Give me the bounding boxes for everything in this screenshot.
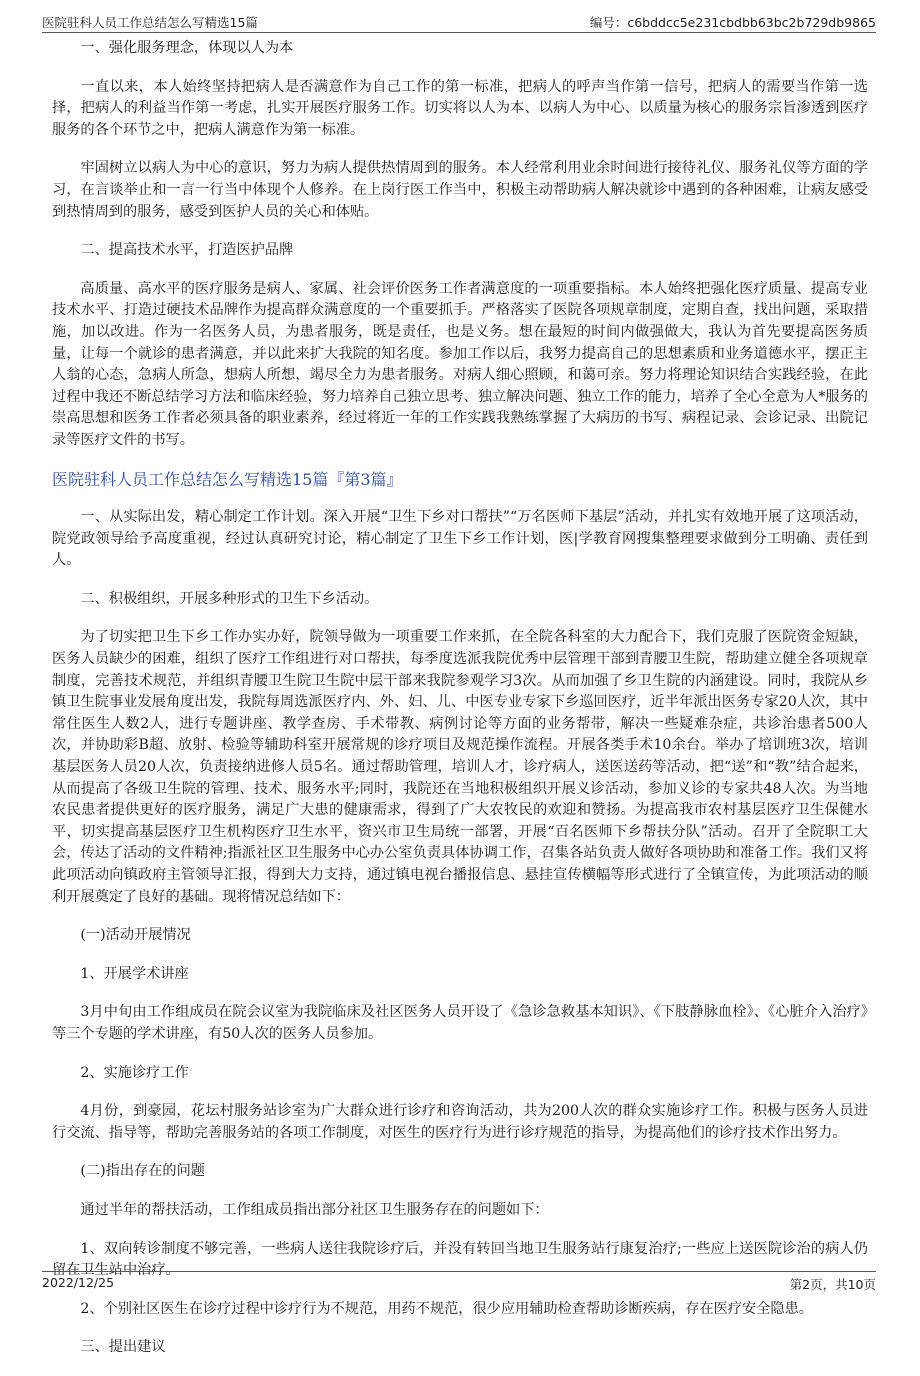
paragraph: 一直以来，本人始终坚持把病人是否满意作为自己工作的第一标准，把病人的呼声当作第一信号，把病人的需要当作第一选择，把病人的利益当作第一考虑，扎实开展医疗服务工作。切实将以人为本、以病人为中心、以质量为核心的服务宗旨渗透到医疗服务的各个环节之中，把病人满意作为第一标准。 bbox=[52, 78, 868, 138]
paragraph: 高质量、高水平的医疗服务是病人、家属、社会评价医务工作者满意度的一项重要指标。本人始终把强化医疗质量、提高专业技术水平、打造过硬技术品牌作为提高群众满意度的一个重要抓手。严格落实了医院各项规章制度，定期自查，找出问题，采取措施，加以改进。作为一名医务人员，为患者服务，既是责任，也是义务。想在最短的时间内做强做大，我认为首先要提高医务质量，让每一个就诊的患者满意，并以此来扩大我院的知名度。参加工作以后，我努力提高自己的思想素质和业务道德水平，摆正主人翁的心态，急病人所急，想病人所想，竭尽全力为患者服务。对病人细心照顾，和蔼可亲。努力将理论知识结合实践经验，在此过程中我还不断总结学习方法和临床经验，努力培养自己独立思考、独立解决问题、独立工作的能力，培养了全心全意为人*服务的崇高思想和医务工作者必须具备的职业素养，经过将近一年的工作实践我熟练掌握了大病历的书写、病程记录、会诊记录、出院记录等医疗文件的书写。 bbox=[52, 280, 868, 448]
page-footer bbox=[42, 1271, 876, 1292]
footer-date: 2022/12/25 bbox=[42, 1275, 115, 1290]
document-body bbox=[52, 38, 868, 1376]
paragraph: 3月中旬由工作组成员在院会议室为我院临床及社区医务人员开设了《急诊急救基本知识》、《下肢静脉血栓》、《心脏介入治疗》等三个专题的学术讲座，有50人次的医务人员参加。 bbox=[52, 1004, 868, 1042]
paragraph: 二、积极组织，开展多种形式的卫生下乡活动。 bbox=[80, 590, 379, 607]
paragraph: 为了切实把卫生下乡工作办实办好，院领导做为一项重要工作来抓，在全院各科室的大力配合下，我们克服了医院资金短缺，医务人员缺少的困难，组织了医疗工作组进行对口帮扶，每季度选派我院优秀中层管理干部到青腰卫生院，帮助建立健全各项规章制度，完善技术规范，并组织青腰卫生院卫生院中层干部来我院参观学习3次。从而加强了乡卫生院的内涵建设。同时，我院从乡镇卫生院事业发展角度出发，我院每周选派医疗内、外、妇、儿、中医专业专家下乡巡回医疗，近半年派出医务专家20人次，其中常住医生人数2人，进行专题讲座、教学查房、手术带教、病例讨论等方面的业务帮带，解决一些疑难杂症，共诊治患者500人次，并协助彩B超、放射、检验等辅助科室开展常规的诊疗项目及规范操作流程。开展各类手术10余台。举办了培训班3次，培训基层医务人员20人次，负责接纳进修人员5名。通过帮助管理，培训人才，诊疗病人，送医送药等活动，把“送”和“教”结合起来，从而提高了各级卫生院的管理、技术、服务水平;同时，我院还在当地积极组织开展义诊活动，参加义诊的专家共48人次。为当地农民患者提供更好的医疗服务，满足广大患的健康需求，得到了广大农牧民的欢迎和赞扬。为提高我市农村基层医疗卫生保健水平，切实提高基层医疗卫生机构医疗卫生水平，资兴市卫生局统一部署，开展“百名医师下乡帮扶分队”活动。召开了全院职工大会，传达了活动的文件精神;指派社区卫生服务中心办公室负责具体协调工作，召集各站负责人做好各项协助和准备工作。我们又将此项活动向镇政府主管领导汇报，得到大力支持，通过镇电视台播报信息、悬挂宣传横幅等形式进行了全镇宣传，为此项活动的顺利开展奠定了良好的基础。现将情况总结如下： bbox=[52, 629, 868, 905]
paragraph: 1、开展学术讲座 bbox=[80, 965, 189, 982]
header-title: 医院驻科人员工作总结怎么写精选15篇 bbox=[42, 15, 258, 30]
paragraph: 三、提出建议 bbox=[80, 1339, 166, 1356]
paragraph: 一、强化服务理念，体现以人为本 bbox=[80, 40, 294, 56]
paragraph: 2、实施诊疗工作 bbox=[80, 1064, 189, 1081]
paragraph: (二)指出存在的问题 bbox=[80, 1163, 205, 1180]
paragraph: 2、个别社区医生在诊疗过程中诊疗行为不规范，用药不规范，很少应用辅助检查帮助诊断疾病，存在医疗安全隐患。 bbox=[80, 1300, 813, 1317]
paragraph: (一)活动开展情况 bbox=[80, 927, 191, 944]
paragraph: 一、从实际出发，精心制定工作计划。深入开展“卫生下乡对口帮扶”“万名医师下基层”活动，并扎实有效地开展了这项活动，院党政领导给予高度重视，经过认真研究讨论，精心制定了卫生下乡工作计划，医|学教育网搜集整理要求做到分工明确、责任到人。 bbox=[52, 509, 868, 569]
paragraph: 4月份，到豪园，花坛村服务站诊室为广大群众进行诊疗和咨询活动，共为200人次的群众实施诊疗工作。积极与医务人员进行交流、指导等，帮助完善服务站的各项工作制度，对医生的医疗行为进行诊疗规范的指导，为提高他们的诊疗技术作出努力。 bbox=[52, 1103, 868, 1141]
paragraph: 通过半年的帮扶活动，工作组成员指出部分社区卫生服务存在的问题如下： bbox=[80, 1201, 549, 1218]
page-header bbox=[42, 10, 876, 33]
footer-page-number: 第2页，共10页 bbox=[789, 1277, 876, 1292]
header-doc-id: 编号：c6bddcc5e231cbdbb63bc2b729db9865 bbox=[589, 15, 876, 30]
paragraph: 牢固树立以病人为中心的意识，努力为病人提供热情周到的服务。本人经常利用业余时间进行接待礼仪、服务礼仪等方面的学习，在言谈举止和一言一行当中体现个人修养。在上岗行医工作当中，积极主动帮助病人解决就诊中遇到的各种困难，让病友感受到热情周到的服务，感受到医护人员的关心和体贴。 bbox=[52, 160, 868, 220]
paragraph: 1、双向转诊制度不够完善，一些病人送往我院诊疗后，并没有转回当地卫生服务站行康复治疗;一些应上送医院诊治的病人仍留在卫生站中治疗。 bbox=[52, 1240, 868, 1279]
section-title: 医院驻科人员工作总结怎么写精选15篇『第3篇』 bbox=[52, 469, 403, 489]
paragraph: 二、提高技术水平，打造医护品牌 bbox=[80, 242, 294, 259]
